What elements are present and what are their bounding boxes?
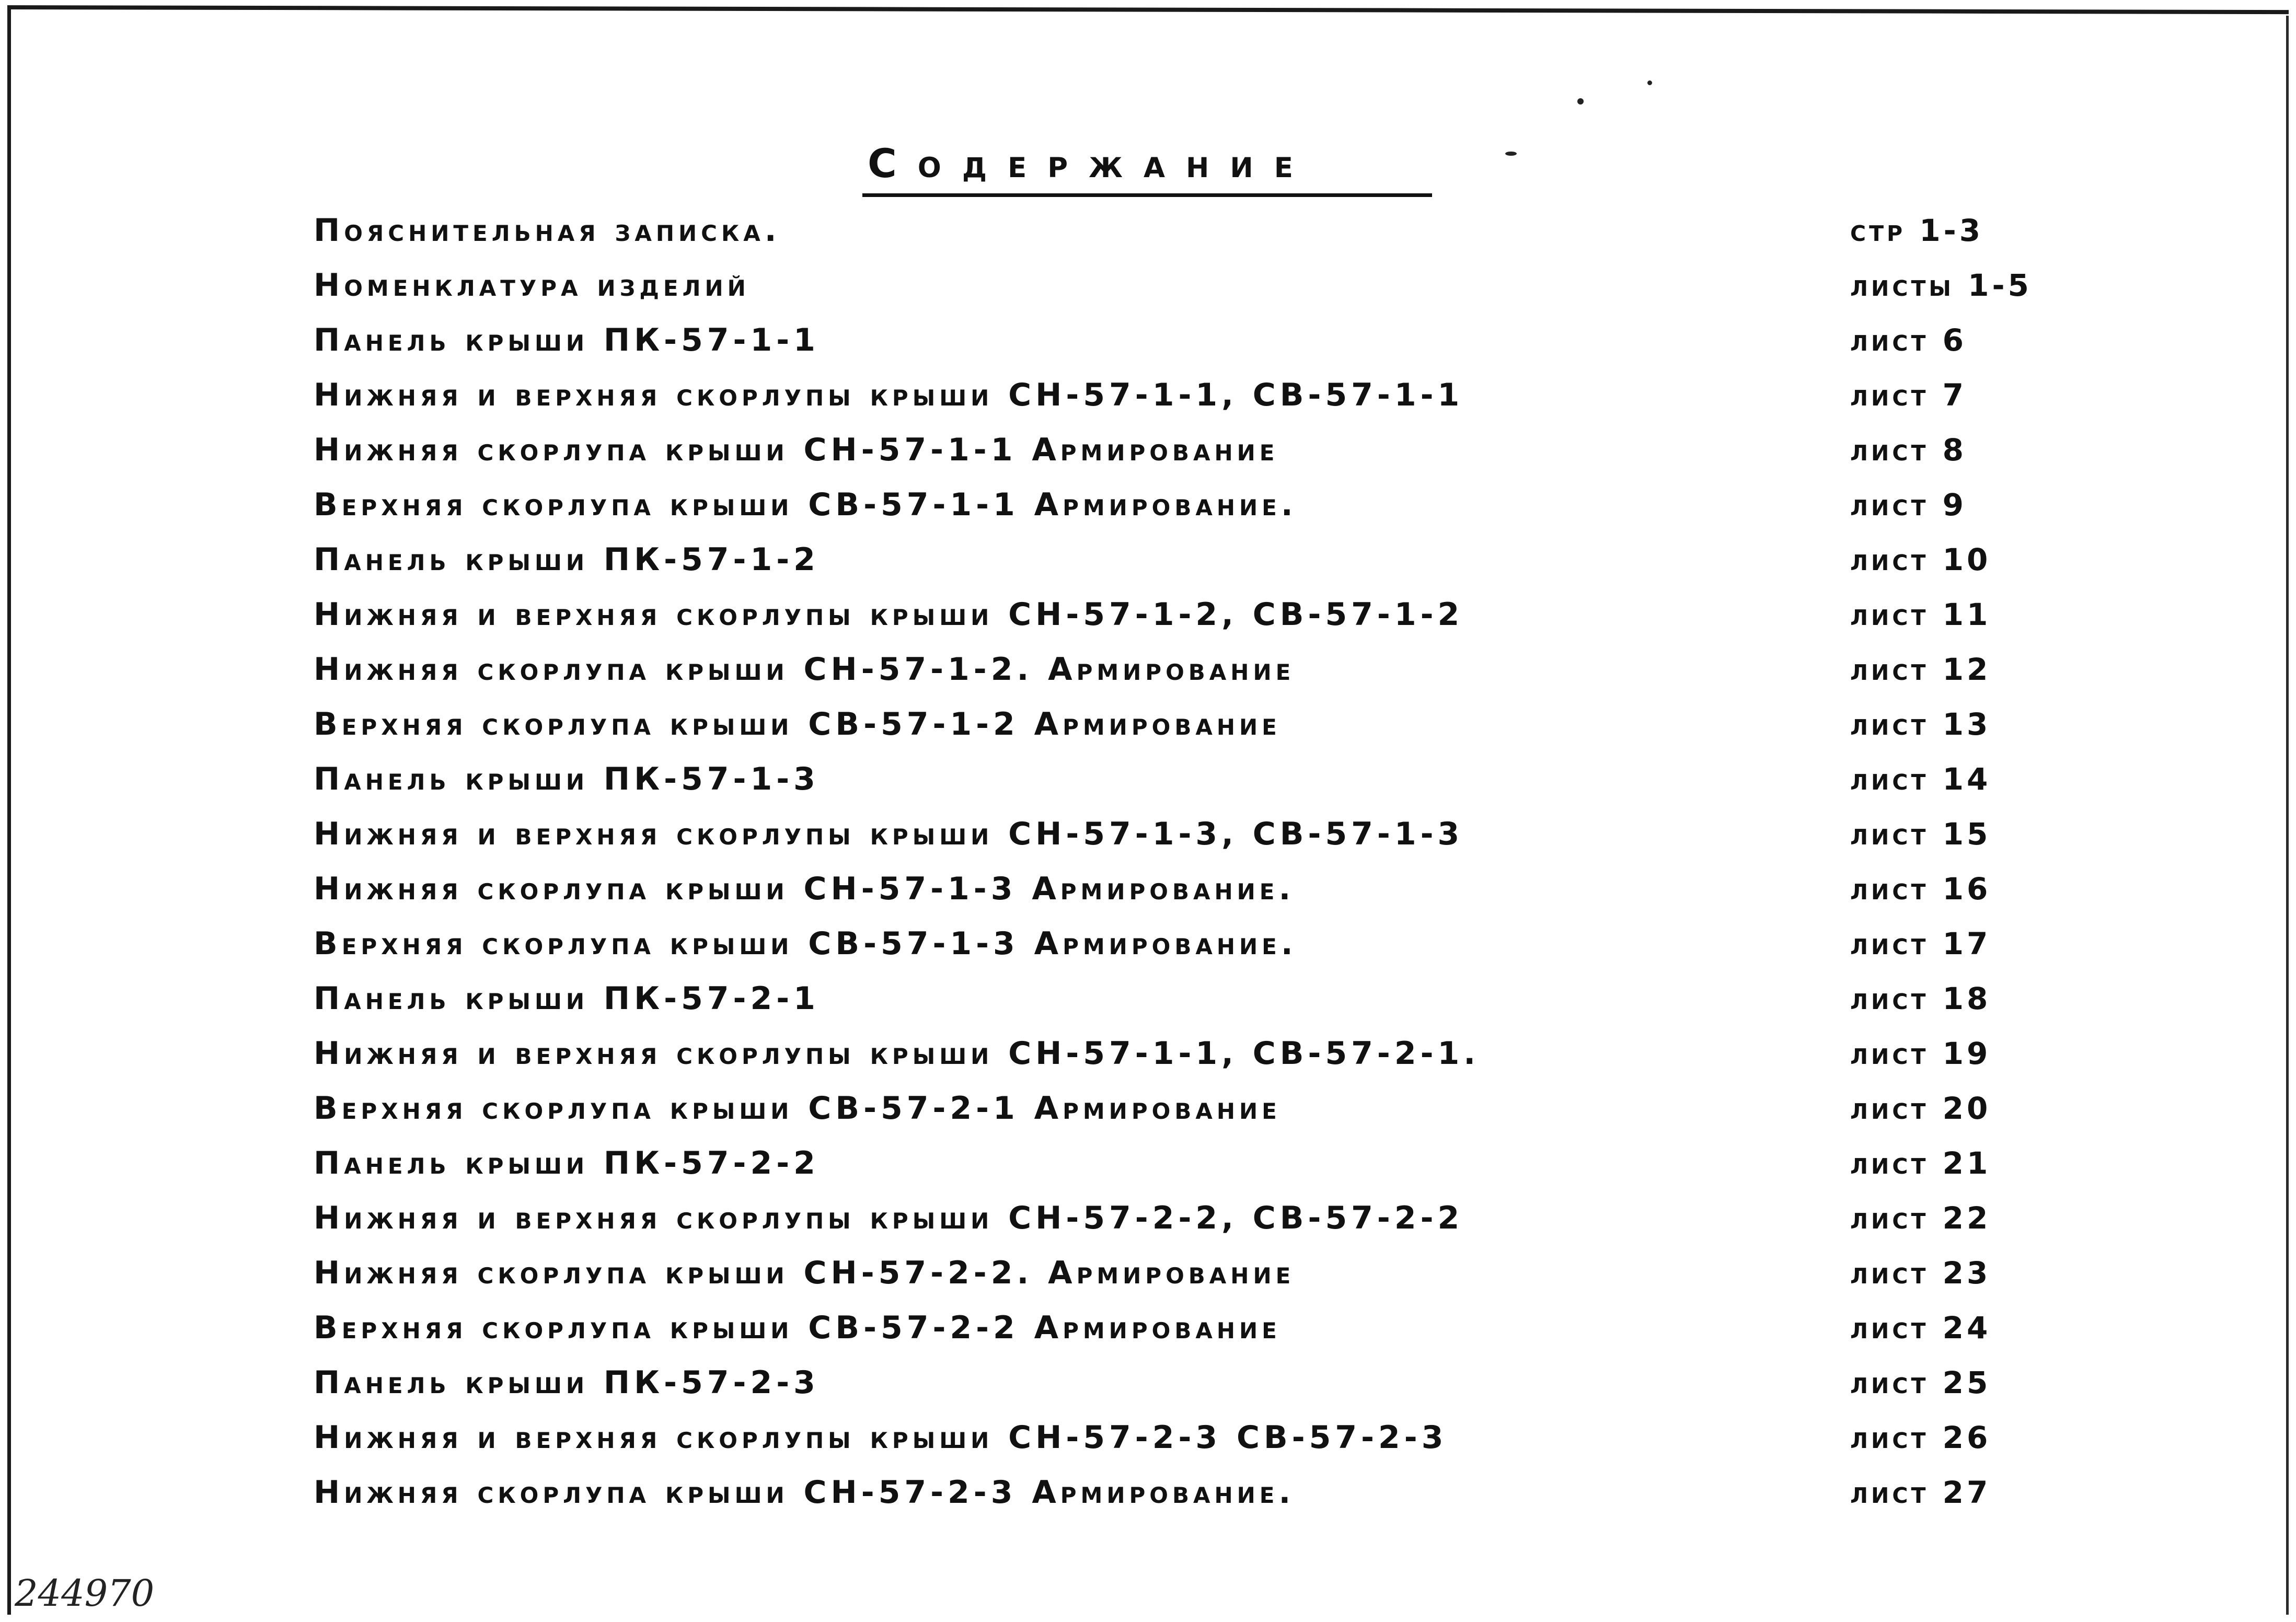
toc-entry-title: Верхняя скорлупа крыши СВ-57-2-2 Армирование xyxy=(314,1309,1281,1346)
toc-entry xyxy=(314,312,2085,367)
toc-entry xyxy=(314,1410,2085,1465)
ink-speck xyxy=(1577,98,1584,105)
table-of-contents xyxy=(314,203,2085,1520)
toc-entry-title: Нижняя скорлупа крыши СН-57-1-3 Армирование. xyxy=(314,870,1295,907)
ink-speck xyxy=(1505,152,1517,156)
toc-entry-page: лист 25 xyxy=(1850,1364,1991,1400)
toc-entry xyxy=(314,258,2085,312)
toc-entry-title: Панель крыши ПК-57-1-3 xyxy=(314,760,820,797)
toc-entry-page: лист 24 xyxy=(1850,1310,1991,1346)
toc-entry-page: лист 8 xyxy=(1850,432,1967,468)
toc-entry-page: стр 1-3 xyxy=(1850,212,1984,248)
toc-entry xyxy=(314,971,2085,1026)
toc-entry xyxy=(314,751,2085,806)
toc-entry xyxy=(314,587,2085,642)
page-title: Содержание xyxy=(868,140,1314,187)
toc-entry-page: лист 20 xyxy=(1850,1090,1991,1126)
archive-stamp-number: 244970 xyxy=(15,1572,155,1615)
toc-entry-title: Панель крыши ПК-57-1-1 xyxy=(314,321,820,358)
toc-entry-title: Нижняя скорлупа крыши СН-57-2-3 Армирование. xyxy=(314,1474,1295,1511)
toc-entry-page: лист 21 xyxy=(1850,1145,1991,1181)
toc-entry xyxy=(314,477,2085,532)
toc-entry xyxy=(314,1136,2085,1190)
toc-entry xyxy=(314,203,2085,258)
toc-entry-title: Панель крыши ПК-57-2-3 xyxy=(314,1364,820,1401)
toc-entry-title: Верхняя скорлупа крыши СВ-57-2-1 Армирование xyxy=(314,1090,1281,1127)
toc-entry-page: лист 13 xyxy=(1850,706,1991,742)
toc-entry-page: лист 27 xyxy=(1850,1474,1991,1510)
toc-entry-page: лист 6 xyxy=(1850,322,1967,358)
toc-entry xyxy=(314,1026,2085,1081)
toc-entry-page: лист 15 xyxy=(1850,816,1991,852)
toc-entry-page: лист 11 xyxy=(1850,596,1991,632)
toc-entry xyxy=(314,532,2085,587)
toc-entry-page: лист 18 xyxy=(1850,980,1991,1016)
toc-entry-page: лист 22 xyxy=(1850,1200,1991,1236)
toc-entry xyxy=(314,697,2085,751)
toc-entry xyxy=(314,806,2085,861)
toc-entry-page: лист 17 xyxy=(1850,925,1991,961)
ink-speck xyxy=(1647,80,1652,85)
toc-entry xyxy=(314,642,2085,697)
toc-entry-title: Нижняя и верхняя скорлупы крыши СН-57-1-1, СВ-57-1-1 xyxy=(314,376,1464,413)
frame-left-border xyxy=(7,5,11,1615)
toc-entry xyxy=(314,1300,2085,1355)
toc-entry xyxy=(314,1190,2085,1245)
title-underline xyxy=(862,193,1432,197)
toc-entry-title: Нижняя скорлупа крыши СН-57-1-1 Армирование xyxy=(314,431,1279,468)
toc-entry-page: лист 26 xyxy=(1850,1419,1991,1455)
toc-entry-title: Панель крыши ПК-57-1-2 xyxy=(314,541,820,578)
toc-entry-title: Панель крыши ПК-57-2-2 xyxy=(314,1144,820,1181)
toc-entry-page: лист 10 xyxy=(1850,541,1991,577)
toc-entry-page: лист 23 xyxy=(1850,1255,1991,1291)
toc-entry xyxy=(314,422,2085,477)
toc-entry xyxy=(314,1245,2085,1300)
toc-entry-page: лист 12 xyxy=(1850,651,1991,687)
toc-entry xyxy=(314,861,2085,916)
toc-entry-title: Верхняя скорлупа крыши СВ-57-1-2 Армирование xyxy=(314,705,1281,743)
toc-entry-title: Верхняя скорлупа крыши СВ-57-1-1 Армирование. xyxy=(314,486,1297,523)
toc-entry-title: Пояснительная записка. xyxy=(314,212,781,249)
toc-entry-page: лист 7 xyxy=(1850,377,1967,413)
toc-entry xyxy=(314,367,2085,422)
toc-entry xyxy=(314,1465,2085,1520)
frame-top-border xyxy=(7,5,2289,26)
toc-entry-title: Нижняя и верхняя скорлупы крыши СН-57-1-2, СВ-57-1-2 xyxy=(314,596,1464,633)
toc-entry-title: Нижняя и верхняя скорлупы крыши СН-57-1-1, СВ-57-2-1. xyxy=(314,1035,1480,1072)
toc-entry-title: Нижняя скорлупа крыши СН-57-1-2. Армирование xyxy=(314,651,1295,688)
toc-entry-page: лист 16 xyxy=(1850,871,1991,907)
toc-entry-title: Нижняя скорлупа крыши СН-57-2-2. Армирование xyxy=(314,1254,1295,1291)
toc-entry-title: Номенклатура изделий xyxy=(314,267,750,304)
toc-entry-title: Нижняя и верхняя скорлупы крыши СН-57-2-2, СВ-57-2-2 xyxy=(314,1199,1464,1236)
toc-entry-title: Нижняя и верхняя скорлупы крыши СН-57-2-3 СВ-57-2-3 xyxy=(314,1419,1448,1456)
toc-entry-title: Панель крыши ПК-57-2-1 xyxy=(314,980,820,1017)
toc-entry-page: лист 14 xyxy=(1850,761,1991,797)
toc-entry xyxy=(314,1355,2085,1410)
toc-entry-page: лист 19 xyxy=(1850,1035,1991,1071)
frame-right-border xyxy=(2286,16,2289,1615)
toc-entry-page: лист 9 xyxy=(1850,486,1967,523)
toc-entry-title: Нижняя и верхняя скорлупы крыши СН-57-1-3, СВ-57-1-3 xyxy=(314,815,1464,852)
toc-entry-title: Верхняя скорлупа крыши СВ-57-1-3 Армирование. xyxy=(314,925,1297,962)
toc-entry xyxy=(314,1081,2085,1136)
toc-entry xyxy=(314,916,2085,971)
toc-entry-page: листы 1-5 xyxy=(1850,267,2032,303)
